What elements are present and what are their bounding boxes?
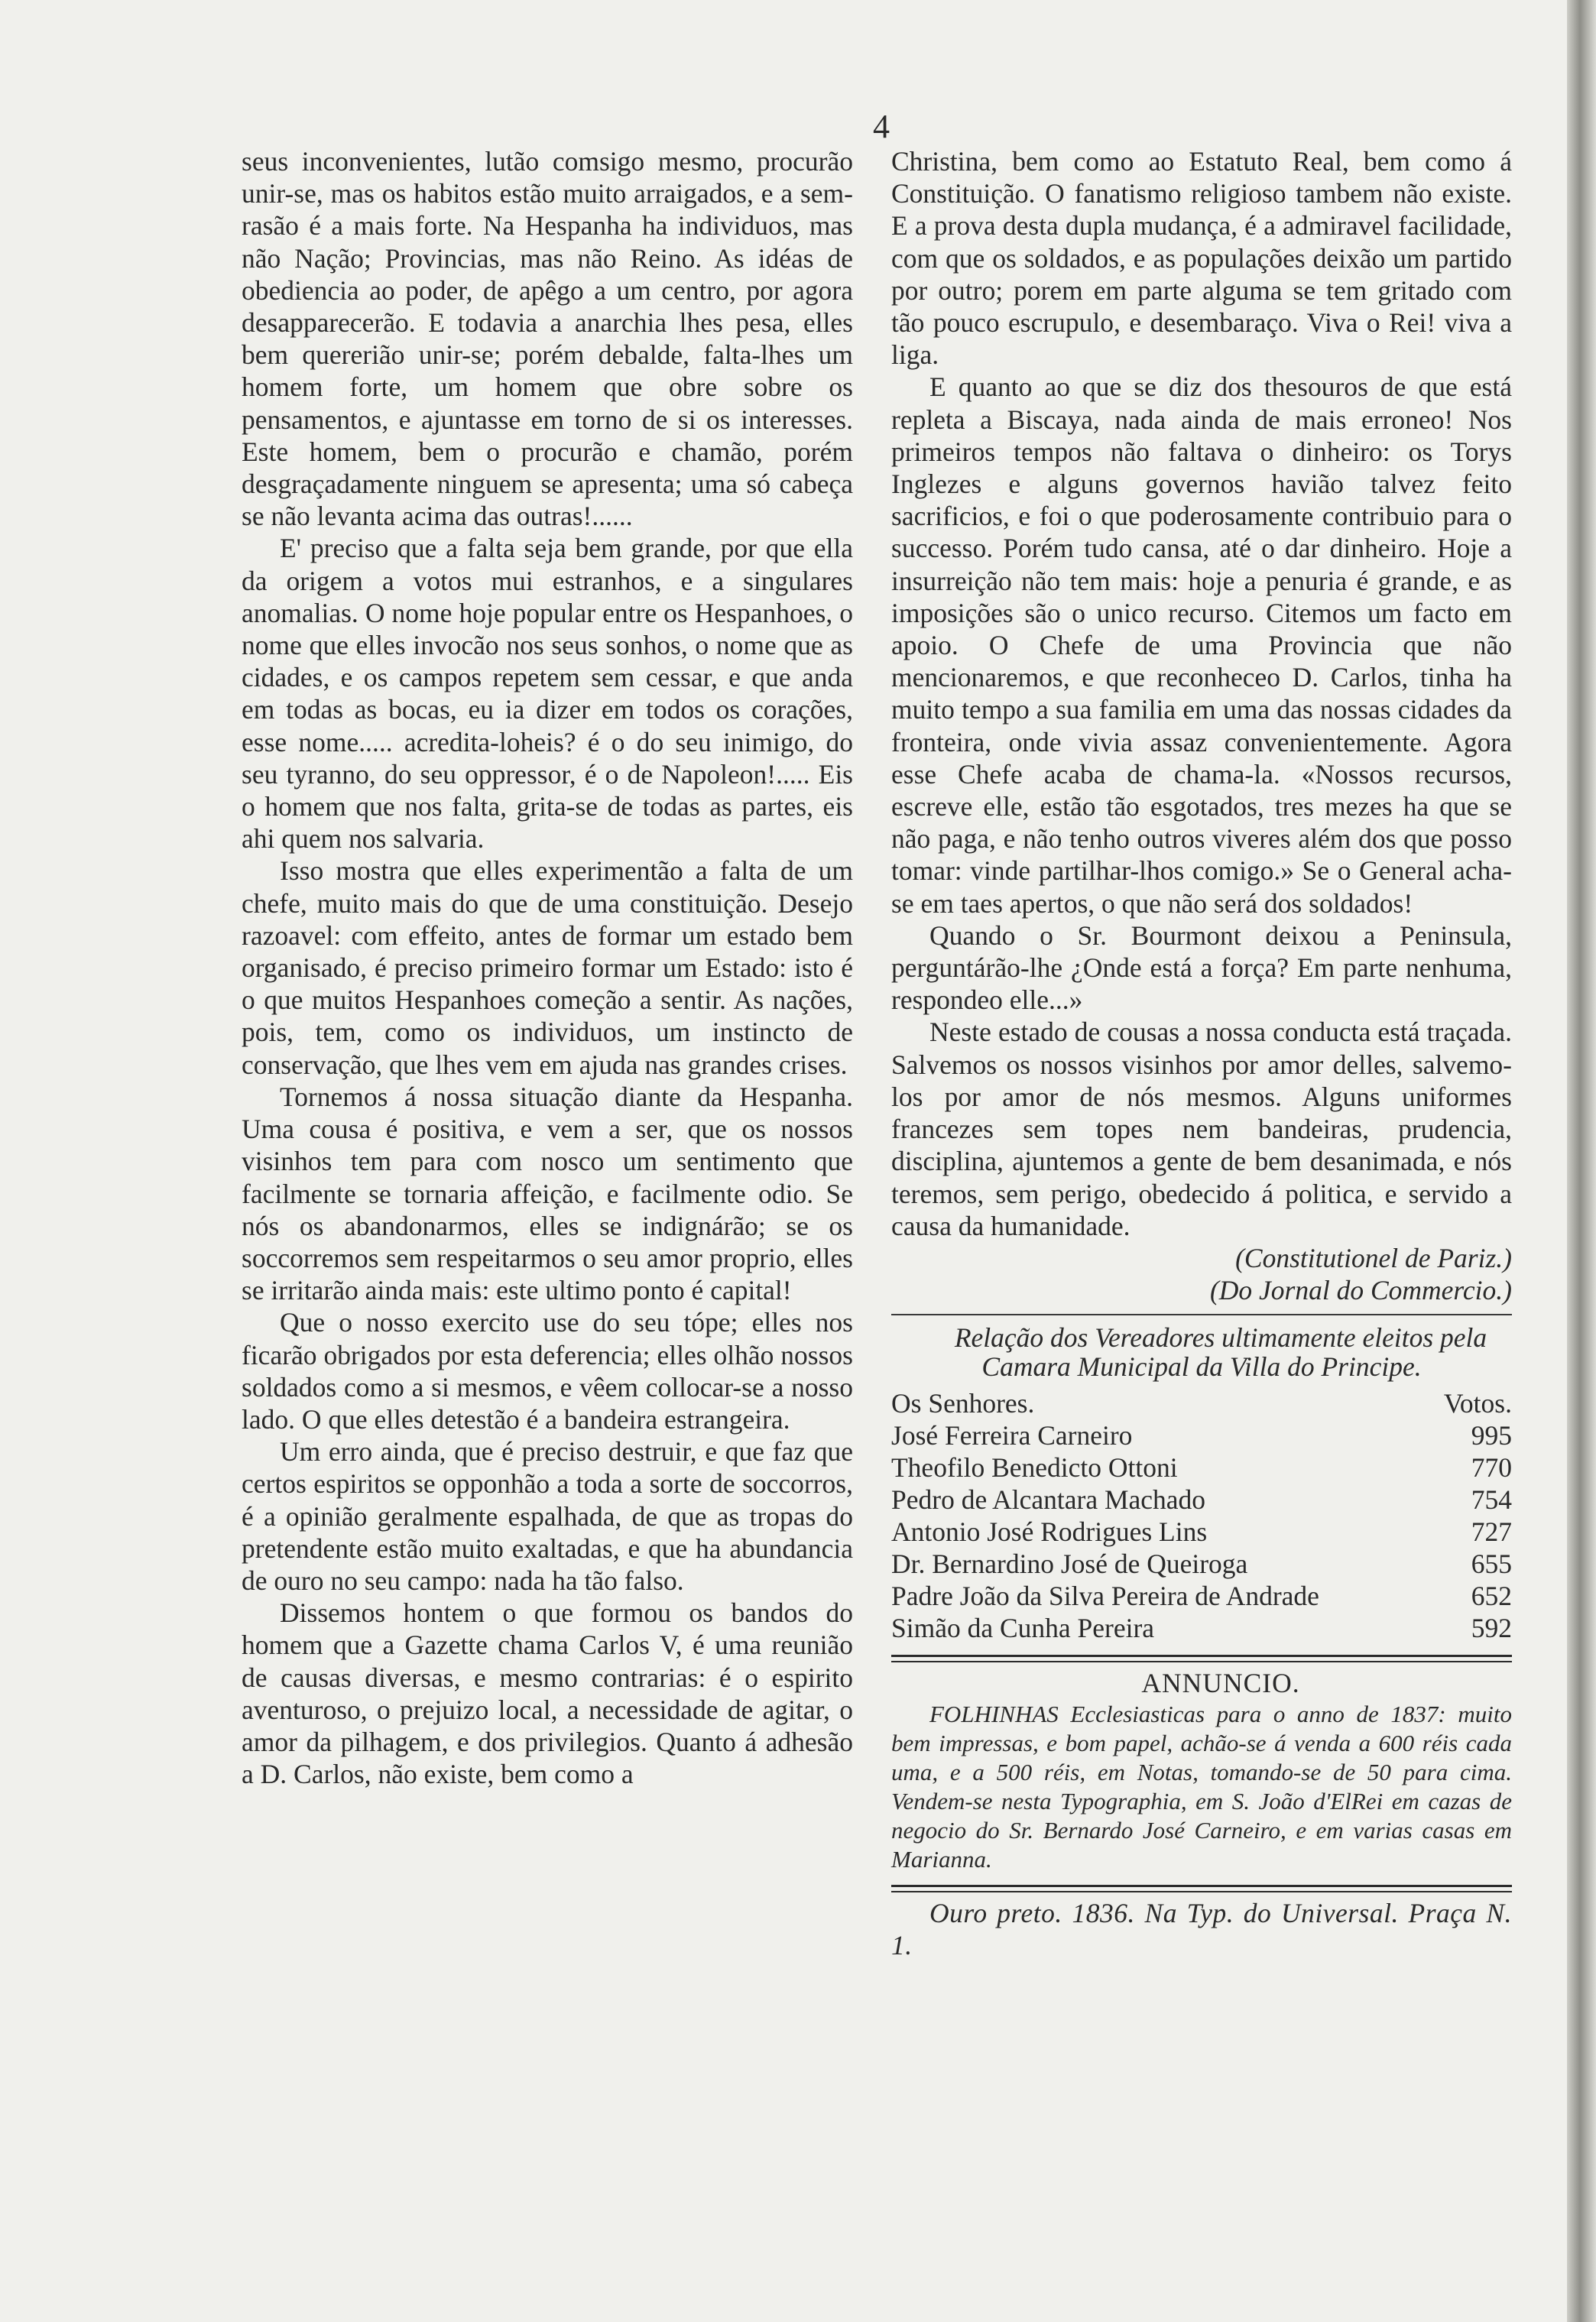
- vereador-name: Simão da Cunha Pereira: [891, 1613, 1155, 1644]
- footer-divider: [891, 1885, 1512, 1892]
- vote-count: 592: [1471, 1613, 1512, 1644]
- vereador-name: Padre João da Silva Pereira de Andrade: [891, 1581, 1319, 1612]
- paragraph: Dissemos hontem o que formou os bandos do homem que a Gazette chama Carlos V, é uma reunião de causas diversas, e mesmo contrarias: é o espirito aventuroso, o prejuizo local, a necessidade de agitar, o amor da pilhagem, e dos privilegios. Quanto á adhesão a D. Carlos, não existe, bem como a: [242, 1597, 853, 1790]
- vereador-name: Antonio José Rodrigues Lins: [891, 1516, 1208, 1548]
- page-binding-edge: [1567, 0, 1596, 2322]
- vereador-name: Dr. Bernardino José de Queiroga: [891, 1549, 1248, 1580]
- paragraph: Tornemos á nossa situação diante da Hespanha. Uma cousa é positiva, e vem a ser, que os nossos visinhos tem para com nosco um sentimento que facilmente se tornaria affeição, e facilmente odio. Se nós os abandonarmos, elles se indignárão; se os soccorremos sem respeitarmos o seu amor proprio, elles se irritarão ainda mais: este ultimo ponto é capital!: [242, 1081, 853, 1306]
- paragraph: Christina, bem como ao Estatuto Real, bem como á Constituição. O fanatismo religioso tambem não existe. E a prova desta dupla mudança, é a admiravel facilidade, com que os soldados, e as populações deixão um partido por outro; porem em parte alguma se tem gritado com tão pouco escrupulo, e desembaraço. Viva o Rei! viva a liga.: [891, 146, 1512, 371]
- section-divider: [891, 1314, 1512, 1315]
- credit-constitutionel: (Constitutionel de Pariz.): [1235, 1242, 1512, 1273]
- paragraph: E' preciso que a falta seja bem grande, por que ella da origem a votos mui estranhos, e a singulares anomalias. O nome hoje popular entre os Hespanhoes, o nome que elles invocão nos seus sonhos, o nome que as cidades, e os campos repetem sem cessar, e que anda em todas as bocas, eu ia dizer em todos os corações, esse nome..... acredita-loheis? é o do seu inimigo, do seu tyranno, do seu oppressor, é o de Napoleon!..... Eis o homem que nos falta, grita-se de todas as partes, eis ahi quem nos salvaria.: [242, 533, 853, 855]
- left-column: [242, 145, 853, 1790]
- vereador-name: José Ferreira Carneiro: [891, 1420, 1133, 1451]
- paragraph: Um erro ainda, que é preciso destruir, e que faz que certos espiritos se opponhão a toda a sorte de soccorros, é a opinião geralmente espalhada, de que as tropas do pretendente estão muito exaltadas, e que ha abundancia de ouro no seu campo: nada ha tão falso.: [242, 1436, 853, 1596]
- page-number: 4: [873, 108, 890, 145]
- vote-count: 652: [1471, 1581, 1512, 1612]
- votes-header-votes: Votos.: [1443, 1388, 1512, 1419]
- paragraph: Que o nosso exercito use do seu tópe; elles nos ficarão obrigados por esta deferencia; elles olhão nossos soldados como a si mesmos, e vêem collocar-se a nosso lado. O que elles detestão é a bandeira estrangeira.: [242, 1307, 853, 1435]
- paragraph: E quanto ao que se diz dos thesouros de que está repleta a Biscaya, nada ainda de mais erroneo! Nos primeiros tempos não faltava o dinheiro: os Torys Inglezes e alguns governos havião talvez feito sacrificios, e foi o que poderosamente contribuio para o successo. Porém tudo cansa, até o dar dinheiro. Hoje a insurreição não tem mais: hoje a penuria é grande, e as imposições são o unico recurso. Citemos um facto em apoio. O Chefe de uma Provincia que não mencionaremos, e que reconheceo D. Carlos, tinha ha muito tempo a sua familia em uma das nossas cidades da fronteira, onde vivia assaz convenientemente. Agora esse Chefe acaba de chama-la. «Nossos recursos, escreve elle, estão tão esgotados, tres mezes ha que se não paga, e não tenho outros viveres além dos que posso tomar: vinde partilhar-lhos comigo.» Se o General acha-se em taes apertos, o que não será dos soldados!: [891, 371, 1512, 919]
- votes-table: [891, 1387, 1512, 1644]
- annuncio-body: FOLHINHAS Ecclesiasticas para o anno de 1837: muito bem impressas, e bom papel, achão-se á venda a 600 réis cada uma, e a 500 réis, em Notas, tomando-se de 50 para cima. Vendem-se nesta Typographia, em S. João d'ElRei em cazas de negocio do Sr. Bernardo José Carneiro, e em varias casas em Marianna.: [891, 1700, 1512, 1873]
- vote-count: 770: [1471, 1452, 1512, 1484]
- vote-row: [891, 1451, 1512, 1484]
- annuncio-title: ANNUNCIO.: [1141, 1668, 1300, 1699]
- paragraph: seus inconvenientes, lutão comsigo mesmo, procurão unir-se, mas os habitos estão muito arraigados, e a sem-rasão é a mais forte. Na Hespanha ha individuos, mas não Nação; Provincias, mas não Reino. As idéas de obediencia ao poder, de apêgo a um centro, por agora desapparecerão. E todavia a anarchia lhes pesa, elles bem quererião unir-se; porém debalde, falta-lhes um homem forte, um homem que obre sobre os pensamentos, e ajuntasse em torno de si os interesses. Este homem, bem o procurão e chamão, porém desgraçadamente ninguem se apresenta; uma só cabeça se não levanta acima das outras!......: [242, 146, 853, 532]
- vote-count: 727: [1471, 1516, 1512, 1548]
- right-column: [891, 145, 1512, 1961]
- votes-header-names: Os Senhores.: [891, 1388, 1035, 1419]
- paragraph: Neste estado de cousas a nossa conducta está traçada. Salvemos os nossos visinhos por amor delles, salvemo-los por amor de nós mesmos. Alguns uniformes francezes sem topes nem bandeiras, prudencia, disciplina, ajuntemos a gente de bem desanimada, e nós teremos, sem perigo, obedecido á politica, e servido a causa da humanidade.: [891, 1017, 1512, 1241]
- imprint-footer: Ouro preto. 1836. Na Typ. do Universal. Praça N. 1.: [891, 1897, 1512, 1960]
- annuncio-divider: [891, 1655, 1512, 1662]
- vote-row: [891, 1580, 1512, 1612]
- relacao-title: Relação dos Vereadores ultimamente eleitos pela Camara Municipal da Villa do Principe.: [954, 1322, 1487, 1383]
- right-column-text: [891, 145, 1512, 1242]
- vote-row: [891, 1516, 1512, 1548]
- credit-jornal: (Do Jornal do Commercio.): [1209, 1275, 1512, 1306]
- vote-count: 655: [1471, 1549, 1512, 1580]
- votes-rows: [891, 1419, 1512, 1644]
- vereador-name: Pedro de Alcantara Machado: [891, 1484, 1206, 1516]
- votes-header: [891, 1387, 1512, 1419]
- vote-row: [891, 1484, 1512, 1516]
- vote-count: 995: [1471, 1420, 1512, 1451]
- paragraph: Isso mostra que elles experimentão a falta de um chefe, muito mais do que de uma constituição. Desejo razoavel: com effeito, antes de formar um estado bem organisado, é preciso primeiro formar um Estado: isto é o que muitos Hespanhoes começão a sentir. As nações, pois, tem, como os individuos, um instincto de conservação, que lhes vem em ajuda nas grandes crises.: [242, 855, 853, 1080]
- paragraph: Quando o Sr. Bourmont deixou a Peninsula, perguntárão-lhe ¿Onde está a força? Em parte nenhuma, respondeo elle...»: [891, 919, 1512, 1016]
- vote-count: 754: [1471, 1484, 1512, 1516]
- vote-row: [891, 1419, 1512, 1451]
- vote-row: [891, 1612, 1512, 1644]
- vereador-name: Theofilo Benedicto Ottoni: [891, 1452, 1178, 1484]
- vote-row: [891, 1548, 1512, 1580]
